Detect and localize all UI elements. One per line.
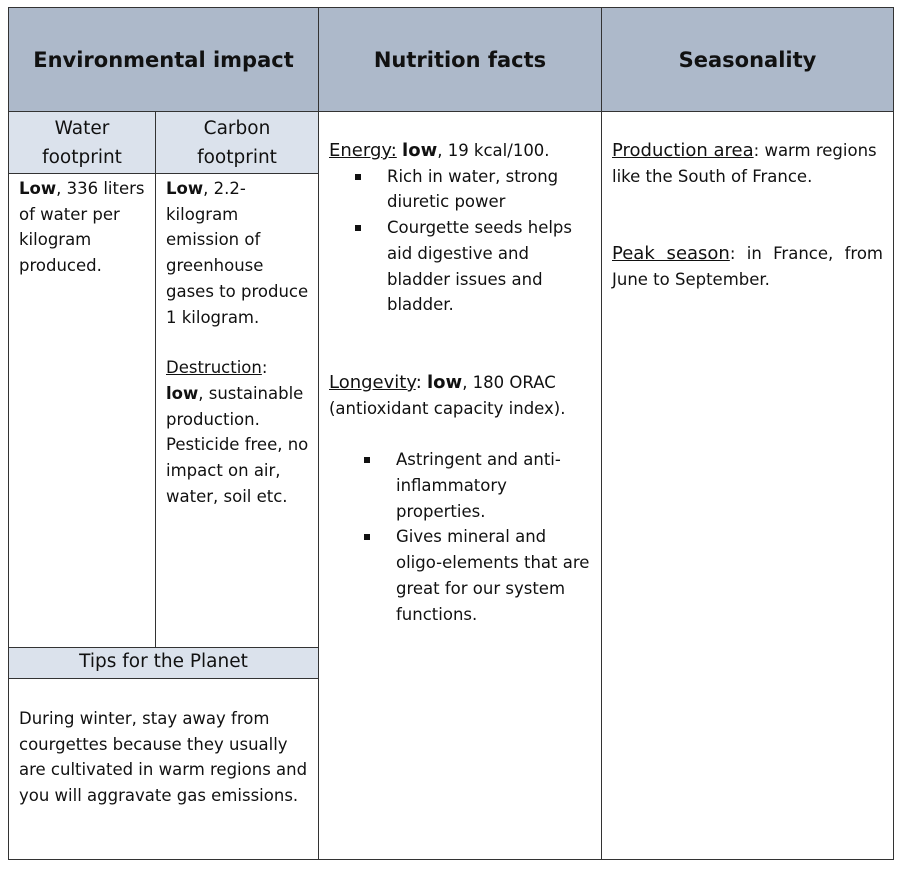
header-environmental-impact xyxy=(8,7,319,112)
longevity-bullet-text: Astringent and anti-inflammatory properties. xyxy=(396,450,561,521)
seasonality-cell xyxy=(601,111,894,860)
energy-text: , 19 kcal/100. xyxy=(437,141,550,160)
destruction-lead: low xyxy=(166,383,199,403)
bullet-icon xyxy=(355,174,361,180)
energy-bullets xyxy=(387,164,593,318)
water-footprint-header-label: Water footprint xyxy=(42,118,122,168)
list-item xyxy=(387,164,593,215)
carbon-text: , 2.2-kilogram emission of greenhouse gases to produce 1 kilogram. xyxy=(166,179,309,327)
water-footprint-header xyxy=(8,111,156,174)
list-item xyxy=(387,215,593,318)
carbon-lead: Low xyxy=(166,179,204,198)
carbon-footprint-cell xyxy=(155,173,319,648)
header-nutrition-facts xyxy=(318,7,602,112)
courgette-info-table xyxy=(8,7,894,860)
tips-header xyxy=(8,647,319,679)
header-seasonality-label: Seasonality xyxy=(678,47,817,72)
water-text: , 336 liters of water per kilogram produced. xyxy=(19,179,145,276)
longevity-bullets xyxy=(396,447,593,627)
destruction-label: Destruction xyxy=(166,358,262,378)
header-nutrition-label: Nutrition facts xyxy=(373,47,547,72)
energy-bullet-text: Courgette seeds helps aid digestive and bladder issues and bladder. xyxy=(387,218,573,315)
list-item xyxy=(396,447,593,524)
energy-lead: low xyxy=(402,140,438,161)
longevity-text: , 180 ORAC (antioxidant capacity index). xyxy=(329,372,566,418)
bullet-icon xyxy=(355,225,361,231)
tips-text: During winter, stay away from courgettes because they usually are cultivated in warm regions and you will aggravate gas emissions. xyxy=(19,709,308,806)
energy-bullet-text: Rich in water, strong diuretic power xyxy=(387,166,559,212)
production-area-text: : warm regions like the South of France. xyxy=(612,141,877,186)
longevity-lead: low xyxy=(427,371,463,393)
bullet-icon xyxy=(364,534,370,540)
destruction-text: , sustainable production. Pesticide free, no impact on air, water, soil etc. xyxy=(166,383,309,506)
energy-line xyxy=(329,138,593,164)
production-area-label: Production area xyxy=(612,140,754,161)
production-area xyxy=(612,138,883,189)
header-environmental-label: Environmental impact xyxy=(33,47,294,72)
peak-season-text: : in France, from June to September. xyxy=(612,244,883,290)
carbon-footprint-header-label: Carbon footprint xyxy=(197,118,277,168)
list-item xyxy=(396,524,593,627)
tips-cell xyxy=(8,678,319,860)
carbon-footprint-header xyxy=(155,111,319,174)
peak-season-label: Peak season xyxy=(612,243,730,265)
longevity-colon: : xyxy=(415,371,422,393)
water-footprint-cell xyxy=(8,173,156,648)
energy-label: Energy: xyxy=(329,140,397,161)
destruction-colon: : xyxy=(261,358,268,378)
water-lead: Low xyxy=(19,179,57,198)
longevity-bullet-text: Gives mineral and oligo-elements that are great for our system functions. xyxy=(396,527,590,624)
header-seasonality xyxy=(601,7,894,112)
bullet-icon xyxy=(364,457,370,463)
nutrition-cell xyxy=(318,111,602,860)
longevity-line xyxy=(329,370,593,421)
peak-season xyxy=(612,241,883,292)
tips-header-label: Tips for the Planet xyxy=(79,651,248,672)
longevity-label: Longevity xyxy=(329,371,416,393)
